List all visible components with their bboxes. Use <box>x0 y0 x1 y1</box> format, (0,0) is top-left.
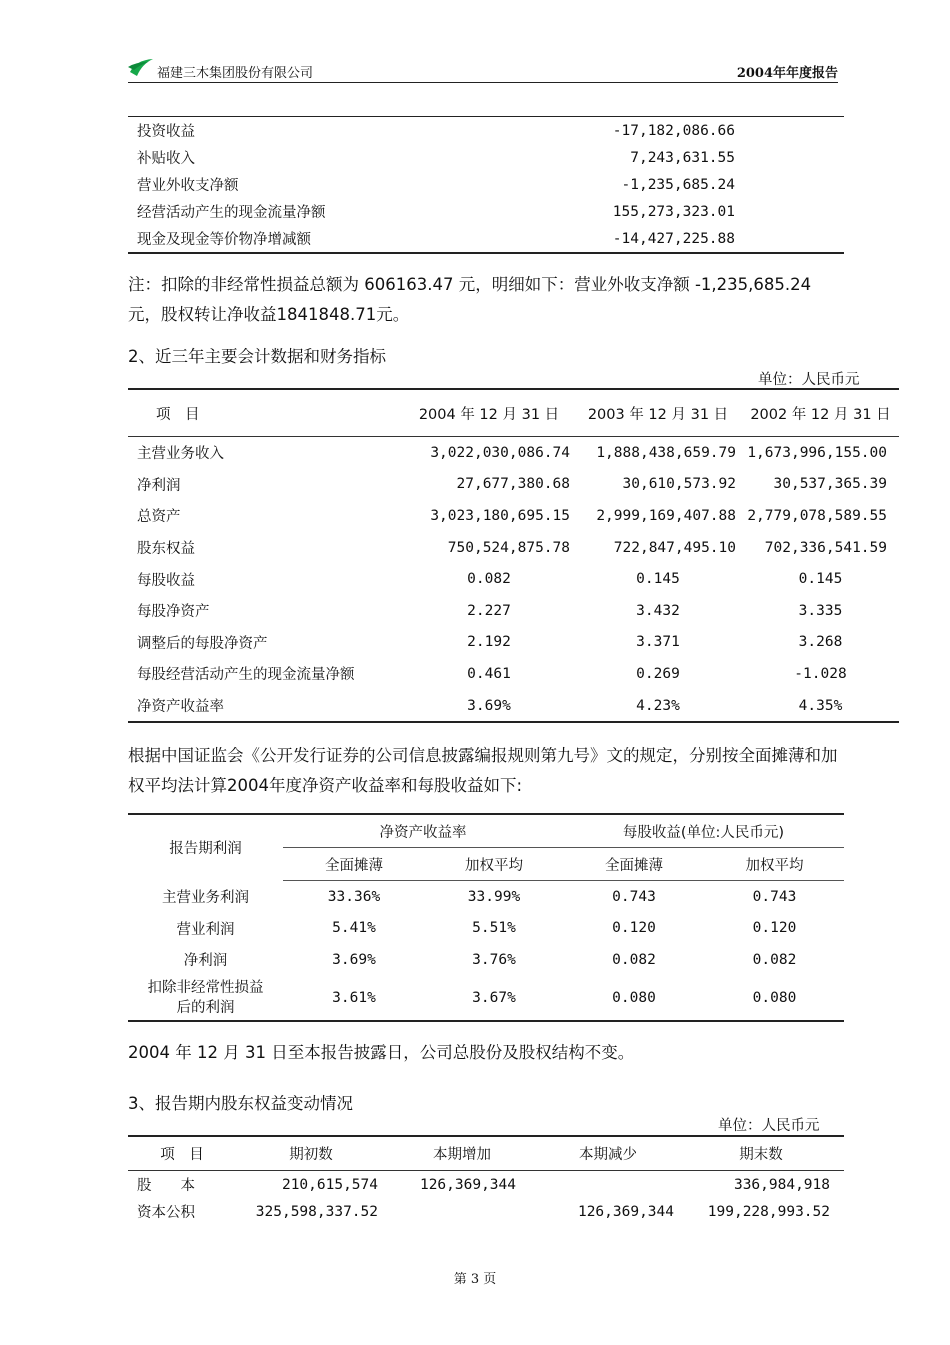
row-label: 调整后的每股净资产 <box>137 635 268 652</box>
table-row <box>128 1198 844 1225</box>
share-structure-paragraph: 2004 年 12 月 31 日至本报告披露日，公司总股份及股权结构不变。 <box>128 1043 635 1062</box>
row-value: 7,243,631.55 <box>630 149 735 166</box>
table-row <box>128 225 844 253</box>
cell-eps-weighted: 0.743 <box>752 888 797 905</box>
section2-unit: 单位：人民币元 <box>758 372 860 388</box>
col-2004: 2004 年 12 月 31 日 <box>404 389 574 437</box>
header-company-name: 福建三木集团股份有限公司 <box>157 66 314 81</box>
row-label-line1: 扣除非经常性损益 <box>147 979 264 996</box>
table-row <box>128 690 899 723</box>
table-row <box>128 171 844 198</box>
cell-roe-weighted: 33.99% <box>467 888 521 905</box>
cell-2004: 0.082 <box>467 571 511 588</box>
section3-title: 3、报告期内股东权益变动情况 <box>128 1094 353 1113</box>
note-paragraph: 注：扣除的非经常性损益总额为 606163.47 元，明细如下：营业外收支净额 -1,235,685.24元，股权转让净收益1841848.71元。 <box>128 275 812 324</box>
page-number: 第 3 页 <box>453 1272 497 1287</box>
header-divider <box>128 82 838 83</box>
cell-2003: 2,999,169,407.88 <box>596 507 736 524</box>
group-roe: 净资产收益率 <box>379 824 467 841</box>
table-header-row <box>128 389 899 437</box>
cell-roe-diluted: 3.69% <box>332 951 376 968</box>
cell-2003: 1,888,438,659.79 <box>596 444 736 461</box>
table-row <box>128 469 899 501</box>
row-label-line2: 后的利润 <box>176 999 235 1016</box>
cell-2004: 3,022,030,086.74 <box>430 444 570 461</box>
row-value: -1,235,685.24 <box>621 176 735 193</box>
row-label: 经营活动产生的现金流量净额 <box>137 205 326 221</box>
table-row <box>128 532 899 564</box>
row-label: 净利润 <box>183 953 228 970</box>
cell-2004: 750,524,875.78 <box>447 539 570 556</box>
col-item: 项 目 <box>128 389 404 437</box>
header-report-title: 2004年年度报告 <box>736 66 838 81</box>
row-label: 净利润 <box>137 477 181 494</box>
cell-2002: 0.145 <box>798 571 843 588</box>
cell-eps-weighted: 0.082 <box>752 951 797 968</box>
row-label: 补贴收入 <box>137 151 195 167</box>
sub-eps-diluted: 全面摊薄 <box>563 848 705 881</box>
row-label: 营业外收支净额 <box>137 178 239 194</box>
col-profit: 报告期利润 <box>169 841 242 858</box>
cell-2002: 30,537,365.39 <box>773 476 887 493</box>
cell-eps-weighted: 0.120 <box>752 920 797 937</box>
cell-eps-diluted: 0.080 <box>612 989 656 1006</box>
row-label <box>128 976 283 1021</box>
row-label: 资本公积 <box>137 1205 195 1221</box>
row-label: 股东权益 <box>137 541 195 558</box>
table-row <box>128 1171 844 1199</box>
table-row <box>128 658 899 690</box>
col-item: 项 目 <box>128 1136 236 1171</box>
row-label: 主营业务收入 <box>137 446 224 463</box>
cell-decrease: 126,369,344 <box>577 1203 674 1220</box>
cell-end: 199,228,993.52 <box>707 1203 830 1220</box>
table-row <box>128 976 844 1021</box>
cell-2003: 4.23% <box>636 697 680 714</box>
cell-2003: 0.269 <box>636 665 680 682</box>
table-row <box>128 563 899 595</box>
cell-2004: 2.192 <box>467 634 511 651</box>
cell-2002: -1.028 <box>794 665 847 682</box>
company-logo <box>128 58 154 78</box>
table-row <box>128 117 844 145</box>
col-2002: 2002 年 12 月 31 日 <box>742 389 899 437</box>
table-row <box>128 881 844 913</box>
cell-roe-weighted: 3.76% <box>472 951 516 968</box>
row-label: 净资产收益率 <box>137 699 224 716</box>
col-decrease: 本期减少 <box>538 1136 678 1171</box>
row-label: 每股收益 <box>137 572 195 589</box>
row-label: 股 本 <box>137 1178 195 1194</box>
cell-2002: 702,336,541.59 <box>764 539 887 556</box>
cell-eps-weighted: 0.080 <box>752 989 797 1006</box>
cell-2004: 27,677,380.68 <box>456 476 570 493</box>
row-label: 每股经营活动产生的现金流量净额 <box>137 667 355 684</box>
cell-begin: 210,615,574 <box>281 1176 378 1193</box>
sub-roe-diluted: 全面摊薄 <box>283 848 425 881</box>
cell-2004: 0.461 <box>467 665 511 682</box>
sub-eps-weighted: 加权平均 <box>705 848 844 881</box>
cell-2004: 2.227 <box>467 602 511 619</box>
row-label: 主营业务利润 <box>162 890 249 906</box>
table-row <box>128 595 899 627</box>
row-label: 投资收益 <box>137 124 195 140</box>
table-row <box>128 144 844 171</box>
cell-begin: 325,598,337.52 <box>255 1203 378 1220</box>
cell-end: 336,984,918 <box>733 1176 830 1193</box>
roe-eps-paragraph: 根据中国证监会《公开发行证券的公司信息披露编报规则第九号》文的规定，分别按全面摊薄和加权平均法计算2004年度净资产收益率和每股收益如下: <box>128 746 838 795</box>
cell-2002: 1,673,996,155.00 <box>747 444 887 461</box>
equity-changes-table <box>128 1135 844 1225</box>
cell-2002: 4.35% <box>798 697 843 714</box>
row-label: 营业利润 <box>176 921 235 938</box>
cell-2002: 2,779,078,589.55 <box>747 507 887 524</box>
table-header-row <box>128 814 844 848</box>
financial-indicators-table <box>128 388 899 723</box>
cell-eps-diluted: 0.120 <box>612 920 656 937</box>
cell-decrease <box>538 1171 678 1199</box>
cell-eps-diluted: 0.743 <box>612 888 656 905</box>
cell-2004: 3,023,180,695.15 <box>430 507 570 524</box>
cell-2003: 30,610,573.92 <box>622 476 736 493</box>
row-value: 155,273,323.01 <box>612 203 735 220</box>
row-label: 总资产 <box>137 509 181 526</box>
row-label: 现金及现金等价物净增减额 <box>137 232 311 248</box>
cell-2003: 0.145 <box>636 571 680 588</box>
col-2003: 2003 年 12 月 31 日 <box>574 389 742 437</box>
cell-eps-diluted: 0.082 <box>612 951 656 968</box>
roe-eps-table <box>128 813 844 1022</box>
cell-roe-diluted: 33.36% <box>327 888 381 905</box>
cell-roe-diluted: 3.61% <box>332 989 376 1006</box>
section3-unit: 单位：人民币元 <box>718 1118 820 1134</box>
group-eps: 每股收益(单位:人民币元) <box>622 824 785 841</box>
table-row <box>128 198 844 225</box>
cell-2003: 3.371 <box>636 634 680 651</box>
cell-2002: 3.268 <box>798 634 843 651</box>
sub-roe-weighted: 加权平均 <box>425 848 563 881</box>
table-row <box>128 500 899 532</box>
table-header-row <box>128 1136 844 1171</box>
cell-roe-weighted: 3.67% <box>472 989 516 1006</box>
cell-2002: 3.335 <box>798 602 843 619</box>
cell-2003: 3.432 <box>636 602 680 619</box>
table-row <box>128 913 844 945</box>
cell-2004: 3.69% <box>467 697 511 714</box>
row-label: 每股净资产 <box>137 604 210 621</box>
row-value: -17,182,086.66 <box>612 122 735 139</box>
cell-roe-weighted: 5.51% <box>472 920 516 937</box>
table-row <box>128 944 844 976</box>
row-value: -14,427,225.88 <box>612 230 735 247</box>
cell-increase <box>386 1198 538 1225</box>
cell-increase: 126,369,344 <box>419 1176 516 1193</box>
income-items-table <box>128 116 844 254</box>
col-begin: 期初数 <box>236 1136 386 1171</box>
cell-2003: 722,847,495.10 <box>613 539 736 556</box>
table-row <box>128 437 899 469</box>
col-end: 期末数 <box>678 1136 844 1171</box>
section2-title: 2、近三年主要会计数据和财务指标 <box>128 347 386 366</box>
col-increase: 本期增加 <box>386 1136 538 1171</box>
cell-roe-diluted: 5.41% <box>332 920 376 937</box>
table-row <box>128 627 899 659</box>
